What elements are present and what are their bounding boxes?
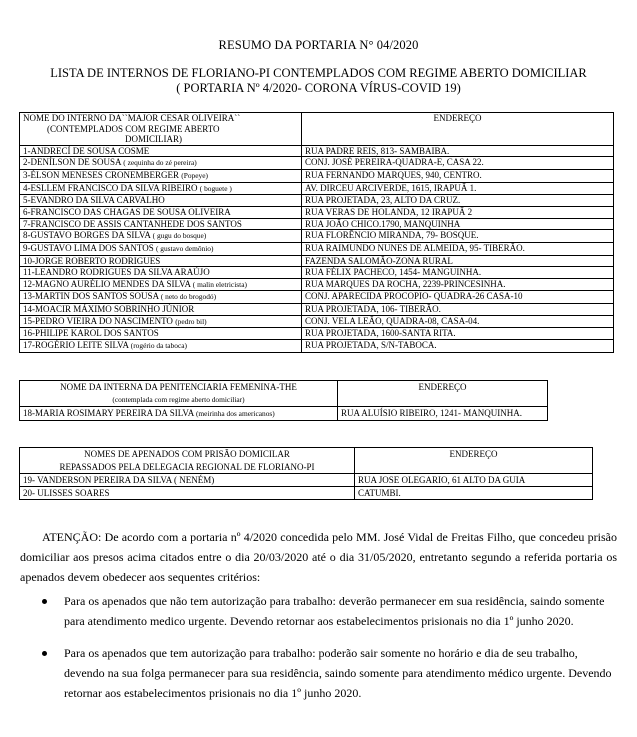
inmate-name: 14-MOACIR MÁXIMO SOBRINHO JÚNIOR [23, 304, 195, 315]
table-row [20, 340, 614, 353]
inmate-name: 18-MARIA ROSIMARY PEREIRA DA SILVA [23, 408, 194, 418]
address-cell: RUA PROJETADA, 1600-SANTA RITA. [302, 328, 614, 340]
address-cell: RUA JOSE OLEGARIO, 61 ALTO DA GUIA [355, 474, 593, 487]
address-cell: RUA PADRE REIS, 813- SAMBAIBA. [302, 145, 614, 157]
inmate-name: 20- ULISSES SOARES [23, 488, 110, 498]
address-cell: RUA ALUÍSIO RIBEIRO, 1241- MANQUINHA. [338, 407, 548, 421]
table-row [20, 242, 614, 255]
name-cell [20, 304, 302, 316]
name-cell [20, 278, 302, 291]
address-cell: AV. DIRCEU ARCIVERDE, 1615, IRAPUÃ 1. [302, 182, 614, 195]
criteria-text: Para os apenados que não tem autorização para trabalho: deverão permanecer em sua residência, saindo somente para atendimento medico urgente. Devendo retornar aos estabelecimentos prisionais no dia 1º junho 2020. [64, 594, 605, 628]
address-cell: RUA JOÃO CHICO.1790, MANQUINHA [302, 218, 614, 230]
inmates-table [19, 112, 614, 353]
table-row [20, 182, 614, 195]
address-cell: RUA FLORÊNCIO MIRANDA, 79- BOSQUE. [302, 230, 614, 243]
name-cell [20, 206, 302, 218]
table-row [20, 267, 614, 279]
name-cell [20, 315, 302, 328]
inmate-name: 3-ÉLSON MENESES CRONEMBERGER [23, 170, 180, 181]
address-cell: RUA MARQUES DA ROCHA, 2239-PRINCESINHA. [302, 278, 614, 291]
police-referred-table-header [20, 448, 593, 474]
subtitle-line-1: LISTA DE INTERNOS DE FLORIANO-PI CONTEMPLADOS COM REGIME ABERTO DOMICILIAR [50, 66, 587, 80]
inmate-nickname: ( malin eletricista) [192, 279, 247, 289]
address-cell: RUA FÉLIX PACHECO, 1454- MANGUINHA. [302, 267, 614, 279]
inmate-name: 2-DENÍLSON DE SOUSA [23, 157, 122, 168]
document-subtitle [0, 66, 637, 96]
inmates-address-header: ENDEREÇO [302, 113, 614, 146]
inmate-nickname: ( gugu do bosque) [152, 231, 207, 241]
police-referred-name-header [20, 448, 355, 474]
inmate-name: 7-FRANCISCO DE ASSIS CANTANHEDE DOS SANTOS [23, 218, 242, 229]
document-title: RESUMO DA PORTARIA N° 04/2020 [218, 38, 419, 52]
address-cell: RUA PROJETADA, 23, ALTO DA CRUZ. [302, 195, 614, 207]
name-cell [20, 328, 302, 340]
address-cell: RUA VERAS DE HOLANDA, 12 IRAPUÃ 2 [302, 206, 614, 218]
table-row [20, 291, 614, 304]
inmate-name: 4-ESLLEM FRANCISCO DA SILVA RIBEIRO [23, 182, 198, 193]
female-inmate-table [19, 380, 548, 421]
address-cell: CONJ. APARECIDA PROCOPIO- QUADRA-26 CASA-10 [302, 291, 614, 304]
table-row [20, 218, 614, 230]
female-inmate-name-header [20, 381, 338, 407]
address-cell: RUA RAIMUNDO NUNES DE ALMEIDA, 95- TIBERÃO. [302, 242, 614, 255]
table-row [20, 157, 614, 170]
address-cell: RUA FERNANDO MARQUES, 940, CENTRO. [302, 170, 614, 183]
name-cell [20, 157, 302, 170]
inmate-name: 10-JORGE ROBERTO RODRIGUES [23, 255, 161, 266]
inmate-name: 9-GUSTAVO LIMA DOS SANTOS [23, 242, 154, 253]
criteria-list [42, 591, 612, 703]
bullet-icon [42, 651, 47, 656]
inmate-name: 16-PHILIPE KAROL DOS SANTOS [23, 328, 159, 339]
name-cell [20, 195, 302, 207]
police-referred-table [19, 447, 593, 500]
inmate-name: 12-MAGNO AURÉLIO MENDES DA SILVA [23, 278, 191, 289]
table-row [20, 304, 614, 316]
header-text: NOME DA INTERNA DA PENITENCIARIA FEMENINA-THE [60, 382, 297, 392]
subtitle-line-2: ( PORTARIA Nº 4/2020- CORONA VÍRUS-COVID 19) [176, 81, 461, 95]
inmates-table-body [20, 145, 614, 352]
header-text: NOME DO INTERNO DA``MAJOR CESAR OLIVEIRA`` [23, 113, 241, 123]
criteria-item [42, 591, 612, 631]
table-row [20, 195, 614, 207]
table-row [20, 255, 614, 267]
attention-paragraph: ATENÇÃO: De acordo com a portaria nº 4/2020 concedida pelo MM. José Vidal de Freitas Filho, que concedeu prisão domiciliar aos presos acima citados entre o dia 20/03/2020 até o dia 31/05/2020, entretanto segundo a referida portaria os apenados devem obedecer aos sequentes critérios: [20, 530, 617, 584]
address-cell: CATUMBI. [355, 487, 593, 500]
inmate-name: 11-LEANDRO RODRIGUES DA SILVA ARAÚJO [23, 267, 210, 278]
inmate-name: 5-EVANDRO DA SILVA CARVALHO [23, 195, 165, 206]
inmate-nickname: ( boguete ) [199, 183, 232, 193]
name-cell [20, 145, 302, 157]
name-cell [20, 255, 302, 267]
table-row [20, 407, 548, 421]
name-cell [20, 182, 302, 195]
inmate-nickname: (rogério da taboca) [130, 341, 187, 351]
police-referred-address-header: ENDEREÇO [355, 448, 593, 474]
name-cell [20, 407, 338, 421]
attention-notice [20, 527, 617, 587]
inmate-nickname: (Popeye) [181, 171, 208, 181]
table-row [20, 170, 614, 183]
name-cell [20, 230, 302, 243]
inmate-name: 1-ANDRECÍ DE SOUSA COSME [23, 145, 150, 156]
table-row [20, 145, 614, 157]
table-row [20, 487, 593, 500]
inmate-name: 8-GUSTAVO BORGES DA SILVA [23, 230, 151, 241]
inmate-nickname: (pedro bil) [175, 316, 207, 326]
female-inmate-address-header: ENDEREÇO [338, 381, 548, 407]
inmate-nickname: (meirinha dos americanos) [195, 409, 275, 418]
bullet-icon [42, 599, 47, 604]
header-text: REPASSADOS PELA DELEGACIA REGIONAL DE FLORIANO-PI [59, 461, 315, 472]
table-row [20, 230, 614, 243]
female-inmate-table-body [20, 407, 548, 421]
inmate-name: 15-PEDRO VIEIRA DO NASCIMENTO [23, 315, 173, 326]
police-referred-table-body [20, 474, 593, 500]
inmate-name: 13-MARTIN DOS SANTOS SOUSA [23, 291, 159, 302]
address-cell: CONJ. JOSÉ PEREIRA-QUADRA-E, CASA 22. [302, 157, 614, 170]
inmate-name: 6-FRANCISCO DAS CHAGAS DE SOUSA OLIVEIRA [23, 206, 231, 217]
address-cell: CONJ. VELA LEÃO, QUADRA-08, CASA-04. [302, 315, 614, 328]
name-cell [20, 340, 302, 353]
table-row [20, 315, 614, 328]
name-cell [20, 267, 302, 279]
table-row [20, 474, 593, 487]
criteria-item [42, 643, 612, 703]
name-cell [20, 218, 302, 230]
address-cell: RUA PROJETADA, 106- TIBERÃO. [302, 304, 614, 316]
inmate-name: 17-ROGÉRIO LEITE SILVA [23, 340, 129, 351]
table-row [20, 328, 614, 340]
female-inmate-table-header [20, 381, 548, 407]
inmate-name: 19- VANDERSON PEREIRA DA SILVA ( NENÉM) [23, 475, 215, 485]
inmate-nickname: ( gustavo demônio) [155, 243, 214, 253]
name-cell [20, 487, 355, 500]
header-text: DOMICILIAR) [125, 134, 182, 145]
address-cell: RUA PROJETADA, S/N-TABOCA. [302, 340, 614, 353]
name-cell [20, 242, 302, 255]
header-text: NOMES DE APENADOS COM PRISÃO DOMICILAR [84, 449, 290, 459]
name-cell [20, 291, 302, 304]
table-row [20, 278, 614, 291]
inmates-table-header [20, 113, 614, 146]
table-row [20, 206, 614, 218]
header-text: (CONTEMPLADOS COM REGIME ABERTO [47, 123, 220, 134]
address-cell: FAZENDA SALOMÃO-ZONA RURAL [302, 255, 614, 267]
name-cell [20, 474, 355, 487]
inmate-nickname: ( neto do brogodó) [160, 292, 217, 302]
inmate-nickname: ( zequinha do zé pereira) [123, 158, 197, 168]
criteria-text: Para os apenados que tem autorização para trabalho: poderão sair somente no horário e dia de seu trabalho, devendo na sua folga permanecer para sua residência, saindo somente para atendimento médico urgente. Devendo retornar aos estabelecimentos prisionais no dia 1º junho 2020. [64, 646, 612, 700]
name-cell [20, 170, 302, 183]
header-text: (contemplada com regime aberto domiciliar) [112, 394, 245, 404]
inmates-name-header [20, 113, 302, 146]
